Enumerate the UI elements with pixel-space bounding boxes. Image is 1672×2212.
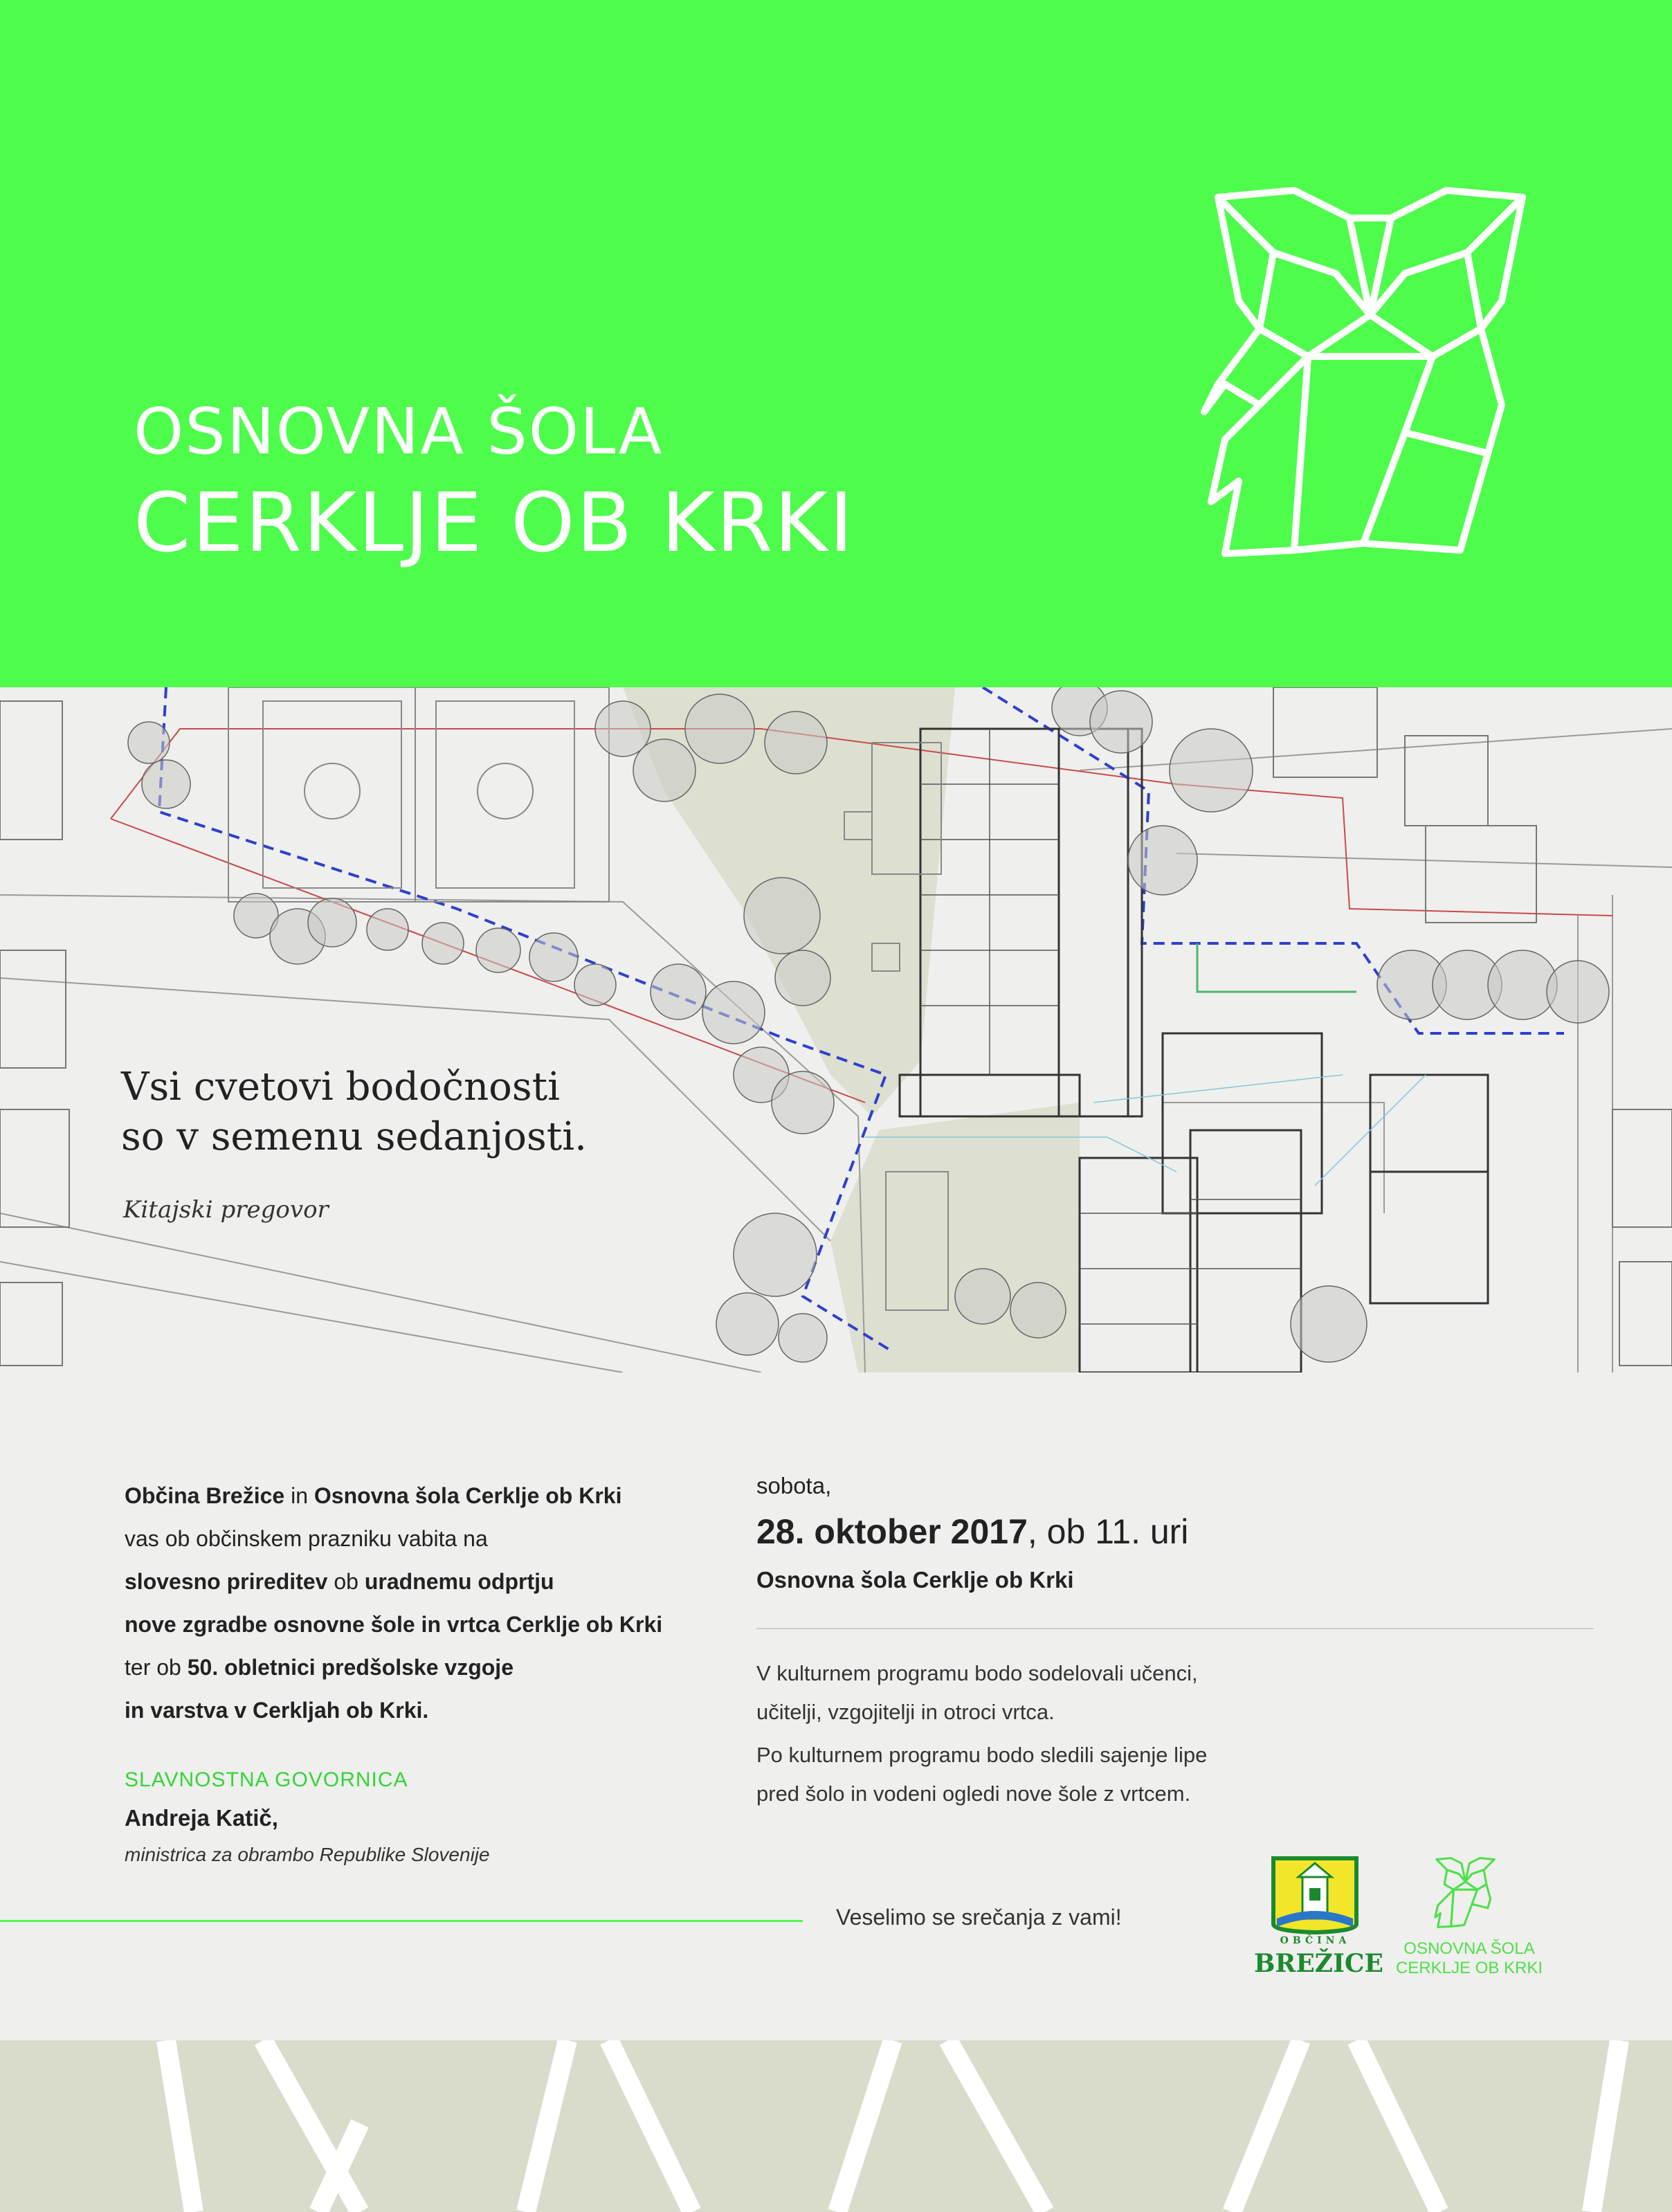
program-text bbox=[756, 1654, 1379, 1817]
host-school: Osnovna šola Cerklje ob Krki bbox=[314, 1483, 622, 1508]
connector: in bbox=[284, 1483, 314, 1508]
title-line-2: CERKLJE OB KRKI bbox=[134, 475, 855, 570]
event-details bbox=[756, 1473, 1379, 1593]
quote-line-2: so v semenu sedanjosti. bbox=[121, 1114, 587, 1159]
owl-small-logo-icon bbox=[1433, 1855, 1498, 1930]
footer-pattern bbox=[0, 2040, 1672, 2212]
connector: ter ob bbox=[125, 1655, 188, 1680]
program-line: Po kulturnem programu bodo sledili sajenje lipe bbox=[756, 1743, 1208, 1767]
new-building: nove zgradbe osnovne šole in vrtca Cerklje ob Krki bbox=[125, 1612, 663, 1637]
anniversary-cont: in varstva v Cerkljah ob Krki. bbox=[125, 1698, 429, 1723]
title-line-1: OSNOVNA ŠOLA bbox=[134, 395, 664, 469]
school-logo-line-1: OSNOVNA ŠOLA bbox=[1403, 1939, 1535, 1958]
invitation-line-5 bbox=[125, 1646, 817, 1689]
event-date-bold: 28. oktober 2017 bbox=[756, 1512, 1028, 1551]
invitation-line-2: vas ob občinskem prazniku vabita na bbox=[125, 1526, 488, 1551]
event-type: slovesno prireditev bbox=[125, 1569, 328, 1594]
event-venue: Osnovna šola Cerklje ob Krki bbox=[756, 1567, 1074, 1593]
program-paragraph-2 bbox=[756, 1736, 1379, 1813]
anniversary: 50. obletnici predšolske vzgoje bbox=[187, 1655, 514, 1680]
quote-source: Kitajski pregovor bbox=[123, 1196, 329, 1224]
program-line: učitelji, vzgojitelji in otroci vrtca. bbox=[756, 1700, 1055, 1724]
speaker-role: ministrica za obrambo Republike Slovenije bbox=[125, 1844, 490, 1865]
invitation-text bbox=[125, 1474, 817, 1732]
event-occasion: uradnemu odprtju bbox=[364, 1569, 554, 1594]
owl-logo-icon bbox=[1197, 176, 1543, 564]
invitation-line-1 bbox=[125, 1474, 817, 1517]
speaker-label: SLAVNOSTNA GOVORNICA bbox=[125, 1768, 408, 1791]
divider bbox=[756, 1628, 1594, 1629]
invitation-line-3 bbox=[125, 1560, 817, 1603]
program-line: V kulturnem programu bodo sodelovali učenci, bbox=[756, 1661, 1198, 1685]
invitation-line-4 bbox=[125, 1603, 817, 1646]
header-banner bbox=[0, 0, 1672, 687]
brezice-label-name: BREŽICE bbox=[1254, 1949, 1383, 1978]
invitation-line-6 bbox=[125, 1689, 817, 1732]
event-day: sobota, bbox=[756, 1473, 832, 1498]
farewell-text: Veselimo se srečanja z vami! bbox=[836, 1905, 1122, 1930]
speaker-name: Andreja Katič, bbox=[125, 1805, 278, 1831]
program-paragraph-1 bbox=[756, 1654, 1379, 1732]
program-line: pred šolo in vodeni ogledi nove šole z vrtcem. bbox=[756, 1782, 1191, 1806]
green-divider bbox=[0, 1920, 803, 1922]
site-plan-illustration bbox=[0, 687, 1672, 1372]
event-time: , ob 11. uri bbox=[1027, 1512, 1189, 1551]
quote bbox=[121, 1062, 587, 1162]
host-municipality: Občina Brežice bbox=[125, 1483, 285, 1508]
brezice-label-top: OBČINA bbox=[1280, 1935, 1351, 1946]
school-logo-line-2: CERKLJE OB KRKI bbox=[1395, 1959, 1543, 1977]
quote-line-1: Vsi cvetovi bodočnosti bbox=[121, 1064, 561, 1109]
event-date bbox=[756, 1512, 1379, 1552]
school-logo-text bbox=[1390, 1939, 1549, 1978]
connector: ob bbox=[327, 1569, 365, 1594]
